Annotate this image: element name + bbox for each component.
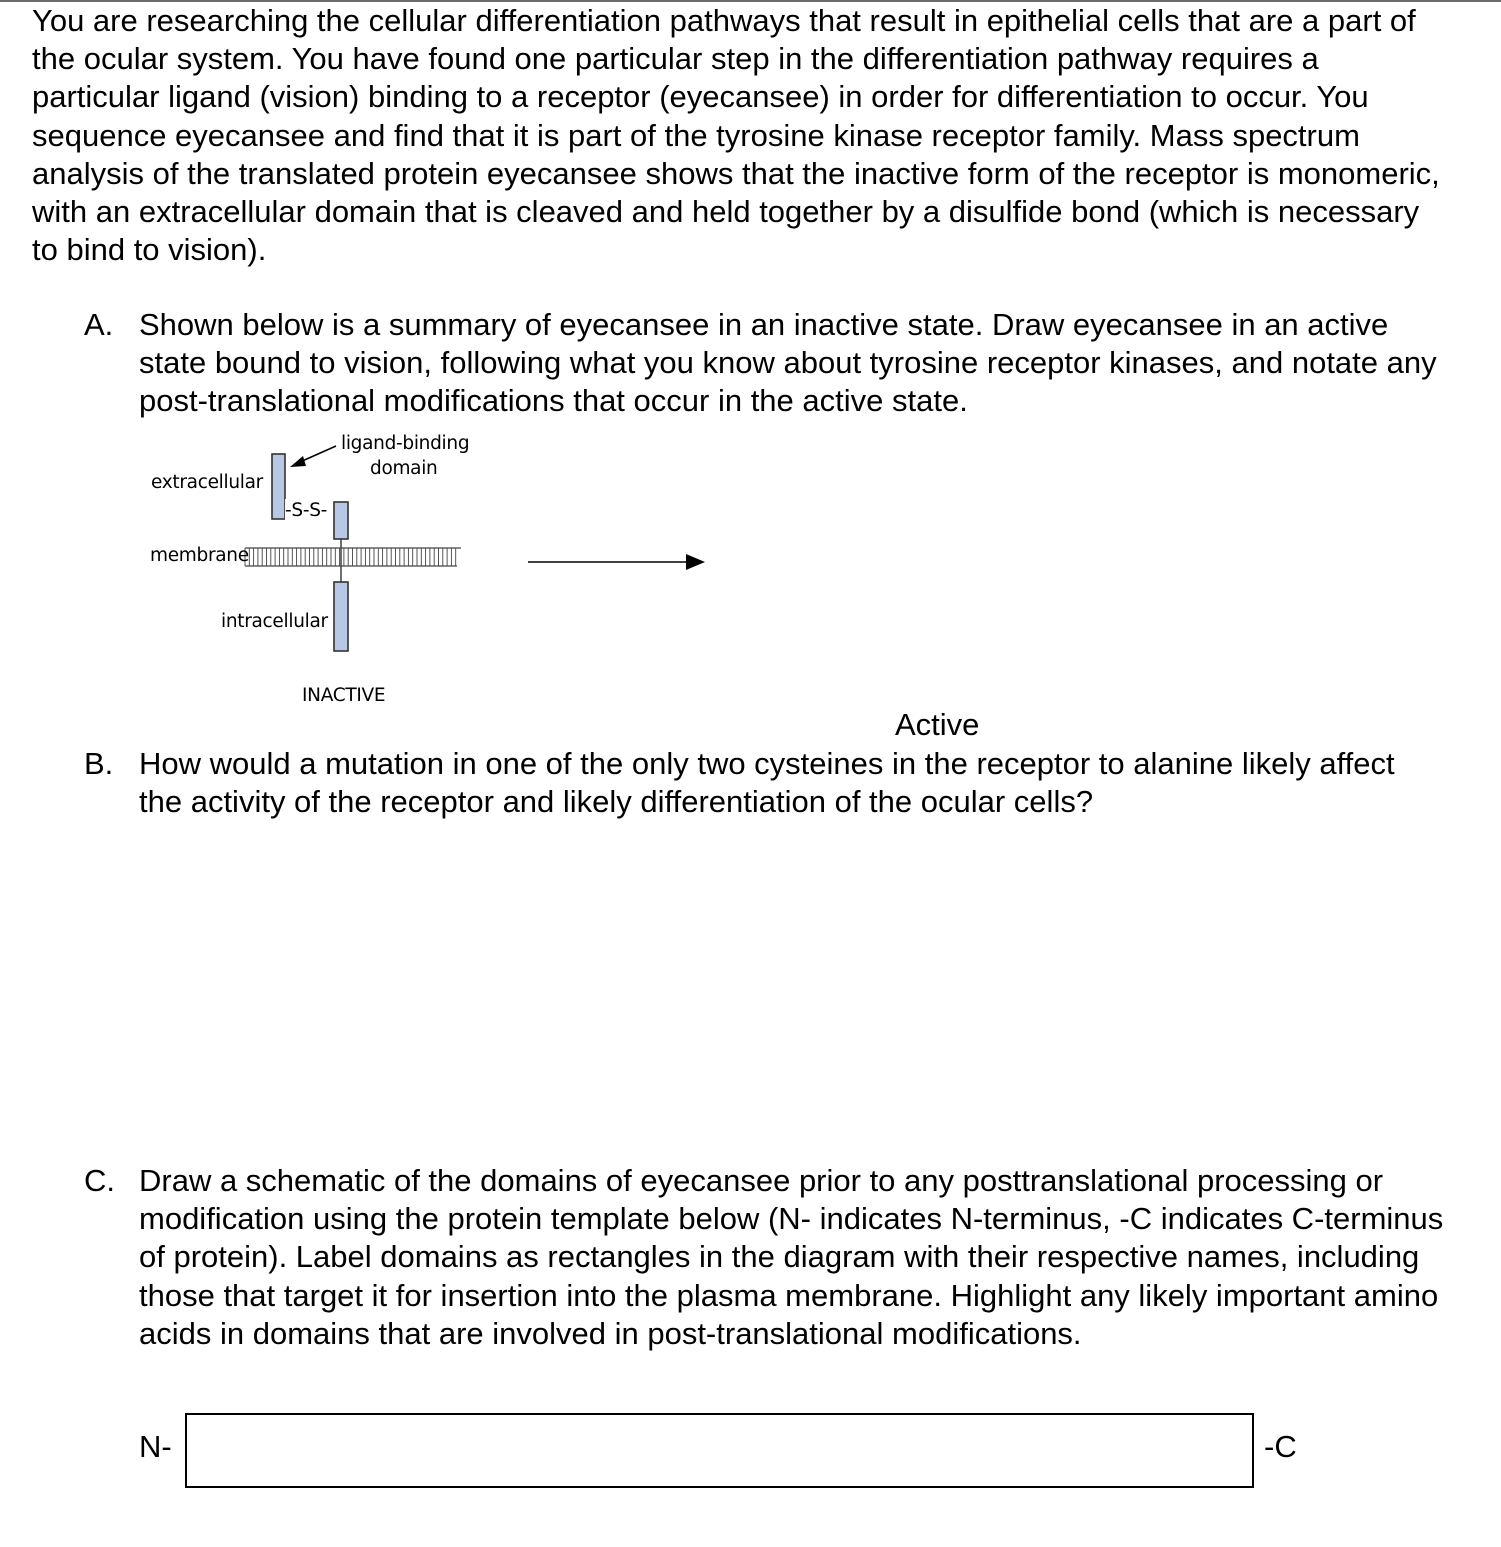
ligand-binding-domain-box bbox=[272, 454, 285, 519]
extracellular-label: extracellular bbox=[151, 472, 263, 493]
ligand-pointer-arrowhead bbox=[290, 456, 306, 467]
question-b bbox=[84, 745, 1444, 821]
membrane-band bbox=[245, 548, 461, 566]
ligand-binding-label: ligand-binding bbox=[341, 433, 470, 454]
question-c-text: Draw a schematic of the domains of eyecansee prior to any posttranslational processing or modification using the protein template below (N- indicates N-terminus, -C indicates C-terminus of protein). Label domains as rectangles in the diagram with their respective names, including those that target it for insertion into the plasma membrane. Highlight any likely important amino acids in domains that are involved in post-translational modifications. bbox=[139, 1163, 1444, 1351]
membrane-label: membrane bbox=[150, 545, 249, 566]
protein-template-box[interactable] bbox=[185, 1413, 1254, 1488]
intracellular-label: intracellular bbox=[221, 611, 328, 632]
c-terminus-label: -C bbox=[1264, 1429, 1297, 1464]
question-c-letter: C. bbox=[84, 1163, 115, 1198]
intro-paragraph: You are researching the cellular differentiation pathways that result in epithelial cells that are a part of the ocular system. You have found one particular step in the differentiation pathway requires a particular ligand (vision) binding to a receptor (eyecansee) in order for differentiation to occur. You sequence eyecansee and find that it is part of the tyrosine kinase receptor family. Mass spectrum analysis of the translated protein eyecansee shows that the inactive form of the receptor is monomeric, with an extracellular domain that is cleaved and held together by a disulfide bond (which is necessary to bind to vision). bbox=[32, 3, 1440, 268]
intracellular-domain-box bbox=[334, 582, 348, 651]
active-label: Active bbox=[895, 707, 980, 742]
question-b-letter: B. bbox=[84, 746, 114, 781]
receptor-diagram bbox=[0, 0, 1501, 760]
reaction-arrowhead bbox=[686, 554, 705, 570]
ligand-pointer-line bbox=[300, 446, 336, 462]
question-a-text: Shown below is a summary of eyecansee in an inactive state. Draw eyecansee in an active state bound to vision, following what you know about tyrosine receptor kinases, and notate any post-translational modifications that occur in the active state. bbox=[139, 307, 1437, 419]
question-c bbox=[84, 1162, 1444, 1353]
disulfide-bond-label: -S-S- bbox=[285, 500, 328, 521]
extracellular-domain-box bbox=[334, 502, 348, 539]
ligand-binding-label-2: domain bbox=[370, 458, 438, 479]
question-a-letter: A. bbox=[84, 307, 114, 342]
n-terminus-label: N- bbox=[139, 1429, 172, 1464]
question-b-text: How would a mutation in one of the only two cysteines in the receptor to alanine likely affect the activity of the receptor and likely differentiation of the ocular cells? bbox=[139, 746, 1395, 820]
inactive-label: INACTIVE bbox=[302, 685, 386, 706]
